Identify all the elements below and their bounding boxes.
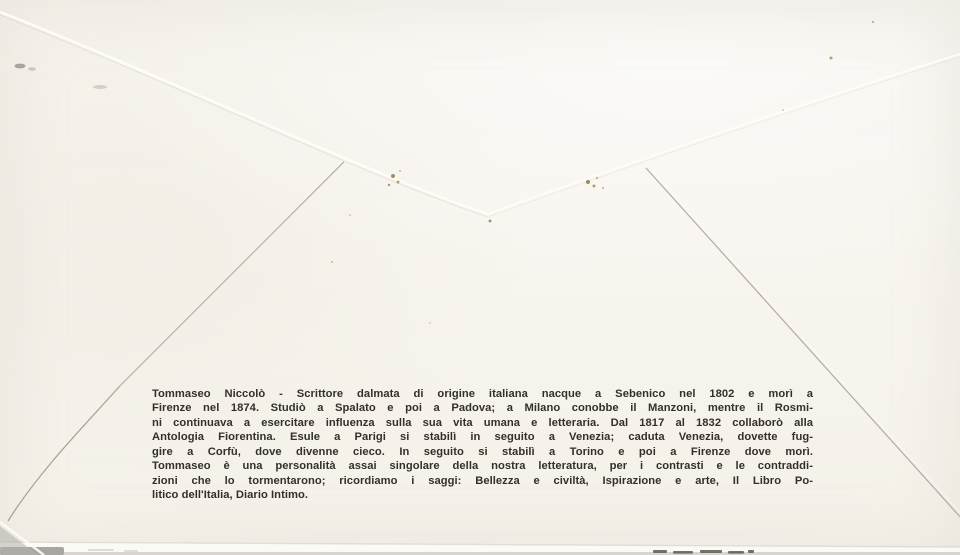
bio-line: gire a Corfù, dove divenne cieco. In seguito si stabilì a Torino e poi a Firenze dove morì.	[152, 445, 813, 458]
bio-line: ni continuava a esercitare influenza sulla sua vita umana e letteraria. Dal 1817 al 1832 collaborò alla	[152, 416, 813, 429]
bio-line: Tommaseo Niccolò - Scrittore dalmata di origine italiana nacque a Sebenico nel 1802 e morì a	[152, 388, 813, 400]
bio-line: Firenze nel 1874. Studiò a Spalato e poi a Padova; a Milano conobbe il Manzoni, mentre il Rosmi-	[152, 402, 813, 415]
bio-line: Antologia Fiorentina. Esule a Parigi si stabilì in seguito a Venezia; caduta Venezia, dovette fug-	[152, 431, 813, 444]
bio-line: zioni che lo tormentarono; ricordiamo i saggi: Bellezza e civiltà, Ispirazione e arte, Il Libro Po-	[152, 474, 813, 487]
side-flap-crease-left-highlight	[120, 161, 346, 387]
pencil-smudges	[15, 64, 108, 89]
bottom-left-corner-scanner	[0, 526, 38, 555]
bio-line: litico dell'Italia, Diario Intimo.	[152, 489, 309, 502]
bio-line: Tommaseo è una personalità assai singolare della nostra letteratura, per i contrasti e le contraddi-	[152, 460, 813, 473]
top-flap-crease-left	[0, 12, 488, 214]
biography-paragraph	[152, 387, 813, 503]
top-flap-crease-right-shadow	[488, 57, 960, 217]
